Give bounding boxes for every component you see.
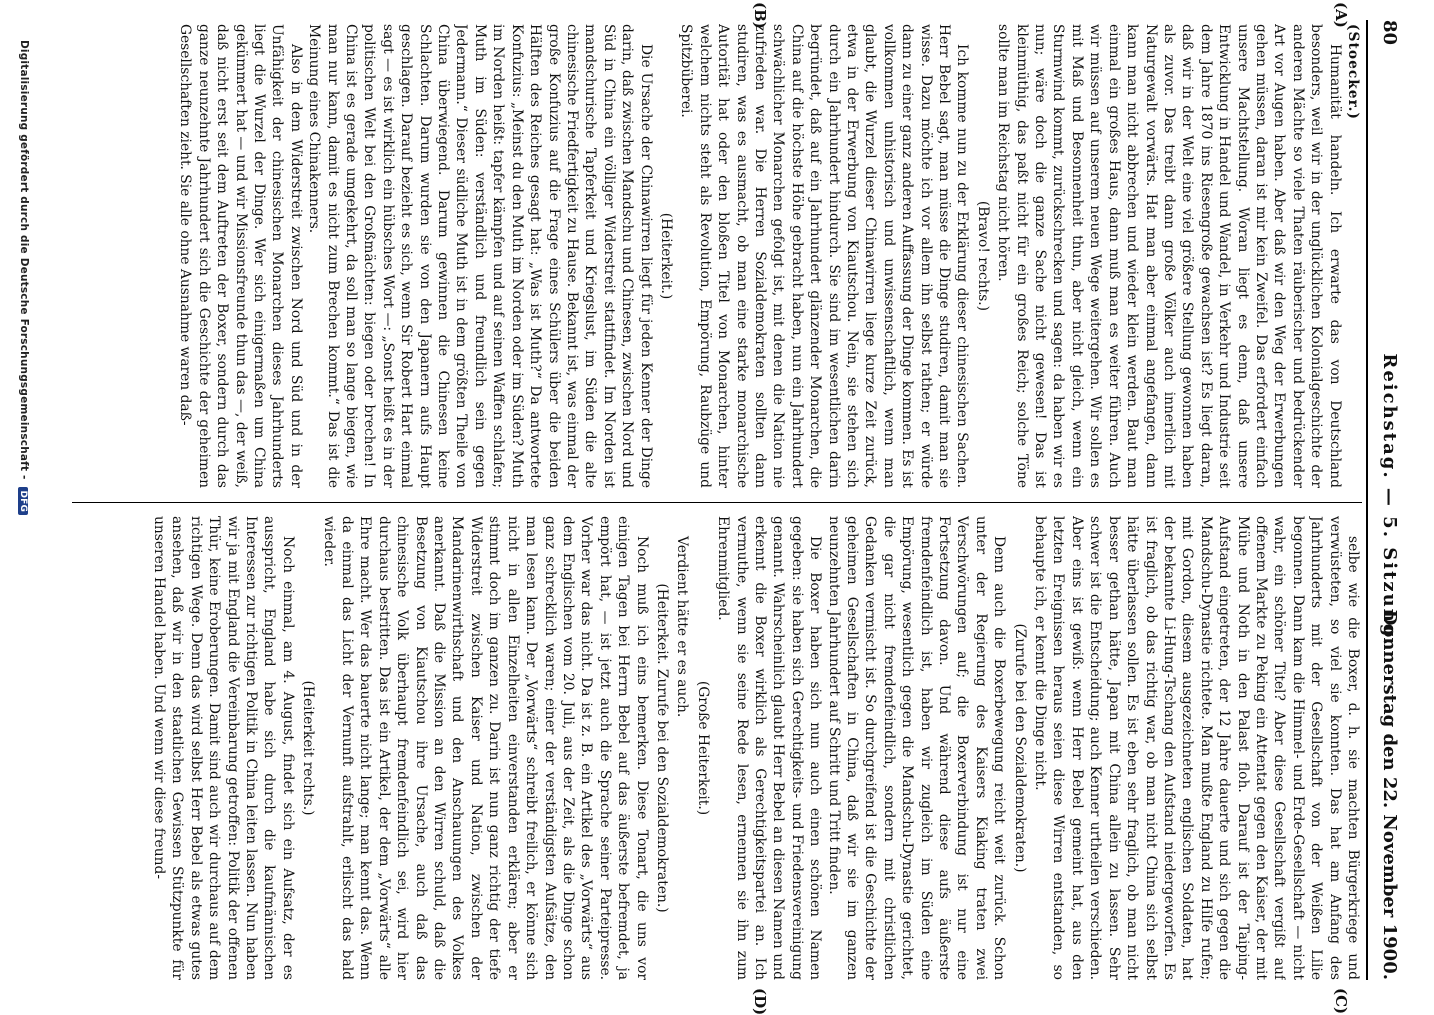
paragraph: Die Ursache der Chinawirren liegt für jeden Kenner der Dinge darin, daß zwischen Mandschu und Chinesen, zwischen Nord und Süd in China ein völliger Widerstreit stattfindet. Im Norden ist mandschurische Tapferkeit und Kriegslust, im Süden die alte chinesische Friedfertigkeit zu Hause. Bekannt ist, was einmal der große Konfuzius auf die Frage eines Schülers über die beiden Hälften des Reiches gesagt hat: „Was ist Muth?“ Da antwortete Konfuzius: „Meinst du den Muth im Norden oder im Süden? Muth im Norden heißt: tapfer kämpfen und auf seinen Waffen schlafen; Muth im Süden: verständlich und freundlich sein gegen Jedermann.“ Dieser südliche Muth ist in dem größten Theile von China überwiegend. Darum gewinnen die Chinesen keine Schlachten. Darum wurden sie von den Japanern aufs Haupt geschlagen. Darauf bezieht es sich, wenn Sir Robert Hart einmal sagt — es ist wirklich ein hübsches Wort —: „Sonst heißt es in der politischen Welt bei den Großmächten: biegen oder brechen! In China ist es gerade umgekehrt, da soll man so lange biegen, wie man nur kann, damit es nicht zum Brechen kommt.“ Das ist die Meinung eines Chinakenners. [306, 24, 654, 488]
interjection: (Heiterkeit.) [657, 212, 674, 300]
paragraph: Verdient hätte er es auch. [674, 536, 691, 718]
column-divider [72, 502, 1362, 503]
right-column [72, 516, 1362, 980]
page-header [1370, 20, 1400, 980]
interjection: (Bravo! rechts.) [974, 200, 991, 312]
footer [18, 40, 30, 515]
dfg-logo: DFG [18, 487, 28, 515]
paragraph: Noch einmal, am 4. August, findet sich ein Aufsatz, der es ausspricht, England habe sich durch die kaufmännischen Interessen zur richtigen Politik in China leiten lassen. Nun haben wir ja mit England die Vereinbarung getroffen: Politik der offenen Thür, keine Eroberungen. Damit sind auch wir durchaus auf dem richtigen Wege. Denn das wird selbst Herr Bebel als etwas gutes ansehen, daß wir in den staatlichen Gewissen Stützpunkte für unseren Handel haben. Und wenn wir diese freund- [151, 516, 296, 980]
margin-mark-d: (D) [751, 988, 769, 1015]
margin-mark-b: (B) [751, 2, 769, 29]
margin-mark-c: (C) [1332, 988, 1350, 1015]
footer-text: Digitalisierung gefördert durch die Deutsche Forschungsgemeinschaft - [18, 40, 30, 480]
page-title: Reichstag. — 5. Sitzung. [1379, 353, 1400, 647]
paragraph: Also in dem Widerstreit zwischen Nord und Süd und in der Unfähigkeit der chinesischen Monarchen dieses Jahrhunderts liegt die Wurzel der Dinge. Wer sich einigermaßen um China gekümmert hat — und wir Missionsfreunde thun das —, der weiß, daß nicht erst seit dem Auftreten der Boxer, sondern durch das ganze neunzehnte Jahrhundert sich die Geschichte der geheimen Gesellschaften zieht. Sie alle ohne Ausnahme waren daß- [177, 24, 304, 488]
paragraph: selbe wie die Boxer, d. h. sie machten Bürgerkriege und verwüsteten, so viel sie konnten. Das hat am Anfang des Jahrhunderts mit der Gesellschaft von der Weißen Lilie begonnen. Dann kam die Himmel- und Erde-Gesellschaft — nicht wahr, ein schöner Titel? Aber diese Gesellschaft vergißt auf offenem Markte zu Peking ein Attentat gegen den Kaiser, der mit Mühe und Noth in den Palast floh. Darauf ist der Taiping-Aufstand eingetreten, der 12 Jahre dauerte und sich gegen die Mandschu-Dynastie richtete. Man mußte England zu Hilfe rufen; mit Gordon, diesem ausgezeichneten englischen Soldaten, hat der bekannte Li-Hung-Tschang den Aufstand niedergeworfen. Es ist fraglich, ob das richtig war, ob man nicht China sich selbst hätte überlassen sollen. Es ist eben sehr fraglich, ob man nicht besser gethan hätte, Japan mit China allein zu lassen. Sehr schwer ist die Entscheidung; auch Kenner urtheilen verschieden. Aber eins ist gewiß: wenn Herr Bebel gemeint hat, aus den letzten Ereignissen heraus seien diese Wirren entstanden, so behaupte ich, er kennt die Dinge nicht. [1032, 516, 1361, 980]
paragraph: Ich komme nun zu der Erklärung dieser chinesischen Sachen. Herr Bebel sagt, man müsse die Dinge studiren, damit man sie wisse. Dazu möchte ich vor allem ihn selbst rathen; er würde dann zu einer ganz anderen Auffassung der Dinge kommen. Es ist vollkommen unhistorisch und unwissenschaftlich, wenn man glaubt, die Wurzel dieser Chinawirren liege kurze Zeit zurück, etwa in der Erwerbung von Kiautschou. Nein, sie stehen sich durch ein Jahrhundert hindurch. Sie sind im wesentlichen darin begründet, daß auf ein Jahrhundert glänzender Monarchen, die China auf die höchste Höhe gebracht haben, nun ein Jahrhundert schwächlicher Monarchen gefolgt ist, mit denen die Nation nie zufrieden war. Die Herren Sozialdemokraten sollten dann studiren, was es ausmacht, ob man eine starke monarchische Autorität hat oder den bloßen Titel von Monarchen, hinter welchem nichts steht als Revolution, Empörung, Raubzüge und Spitzbüberei. [678, 24, 971, 488]
interjection: (Heiterkeit rechts.) [300, 680, 317, 816]
interjection: (Zurufe bei den Sozialdemokraten.) [1011, 623, 1028, 873]
left-column [72, 24, 1362, 488]
header-rule [1366, 20, 1368, 980]
interjection: (Große Heiterkeit.) [694, 680, 711, 816]
margin-mark-a: (A) [1332, 2, 1350, 28]
paragraph: Humanität handeln. Ich erwarte das von Deutschland besonders, weil wir in der unglücklichen Kolonialgeschichte der anderen Mächte so viele Thaten räuberischer und bedrückender Art vor Augen haben. Aber daß wir den Weg der Erwerbungen gehen müssen, daran ist mir kein Zweifel. Das erfordert einfach unsere Machtstellung. Woran liegt es denn, daß unsere Entwicklung in Handel und Wandel, in Verkehr und Industrie seit dem Jahre 1870 ins Riesengroße gewachsen ist? Es liegt daran, daß wir in der Welt eine viel größere Stellung gewonnen haben als zuvor. Das treibt dann große Völker auch innerlich mit Naturgewalt vorwärts. Hat man aber einmal angefangen, dann kann man nicht abbrechen und wieder klein werden. Baut man einmal ein großes Haus, dann muß man es weiter führen. Auch wir müssen auf unserem neuen Wege weitergehen. Wir sollen es mit Maß und Besonnenheit thun, aber nicht gleich, wenn ein Sturmwind kommt, zurückschrecken und sagen: da haben wir es nun; wäre doch die ganze Sache nicht gewesen! Das ist kleinmüthig, das paßt nicht für ein großes Reich; solche Töne sollte man im Reichstag nicht hören. [995, 24, 1343, 488]
paragraph: Noch muß ich eins bemerken. Diese Tonart, die uns vor einigen Tagen bei Herrn Bebel auf das äußerste befremdet, ja empört hat, — ist jetzt auch die Sprache seiner Parteipresse. Vorher war das nicht. Da ist z. B. ein Artikel des „Vorwärts“ aus dem Englischen vom 20. Juli, aus der Zeit, als die Dinge schon ganz schrecklich waren; einer der verständigsten Aufsätze, den man lesen kann. Der „Vorwärts“ schreibt freilich, er könne sich nicht in allen Einzelheiten einverstanden erklären; aber er stimmt doch im ganzen zu. Darin ist nun ganz richtig der tiefe Widerstreit zwischen Kaiser und Nation, zwischen der Mandarinenwirthschaft und den Anschauungen des Volkes anerkannt. Daß die Mission an den Wirren schuld, daß die Besetzung von Kiautschou ihre Ursache, auch daß das chinesische Volk überhaupt fremdenfeindlich sei, wird hier durchaus bestritten. Das ist ein Artikel, der dem „Vorwärts“ alle Ehre macht. Wer das bauerte nicht lange; man kennt das. Wenn da einmal das Licht der Vernunft aufstrahlt, erlischt das bald wieder. [320, 516, 650, 980]
interjection: (Heiterkeit. Zurufe bei den Sozialdemokraten.) [653, 583, 670, 913]
page-number: 80 [1379, 20, 1400, 46]
paragraph: Denn auch die Boxerbewegung reicht weit zurück. Schon unter der Regierung des Kaisers Kiaking traten zwei Verschwörungen auf; die Boxerverbindung ist nur eine Fortsetzung davon. Und während diese aufs äußerste fremdenfeindlich ist, haben wir zugleich im Süden eine Empörung, wesentlich gegen die Mandschu-Dynastie gerichtet, die gar nicht fremdenfeindlich, sondern mit christlichen Gedanken vermischt ist. So durchgreifend ist die Geschichte der geheimen Gesellschaften in China, daß wir sie im ganzen neunzehnten Jahrhundert auf Schritt und Tritt finden. [825, 516, 1008, 980]
session-date: Donnerstag den 22. November 1900. [1379, 609, 1400, 980]
paragraph: Die Boxer haben sich nun auch einen schönen Namen gegeben: sie haben sich Gerechtigkeits- und Friedensvereinigung genannt. Wahrscheinlich glaubt Herr Bebel an diesen Namen und erkennt die Boxer wirklich als Gerechtigkeitspartei an. Ich vermuthe, wenn sie seine Rede lesen, ernennen sie ihn zum Ehrenmitglied. [715, 516, 824, 980]
speaker-name: (Stoecker.) [1345, 24, 1361, 120]
